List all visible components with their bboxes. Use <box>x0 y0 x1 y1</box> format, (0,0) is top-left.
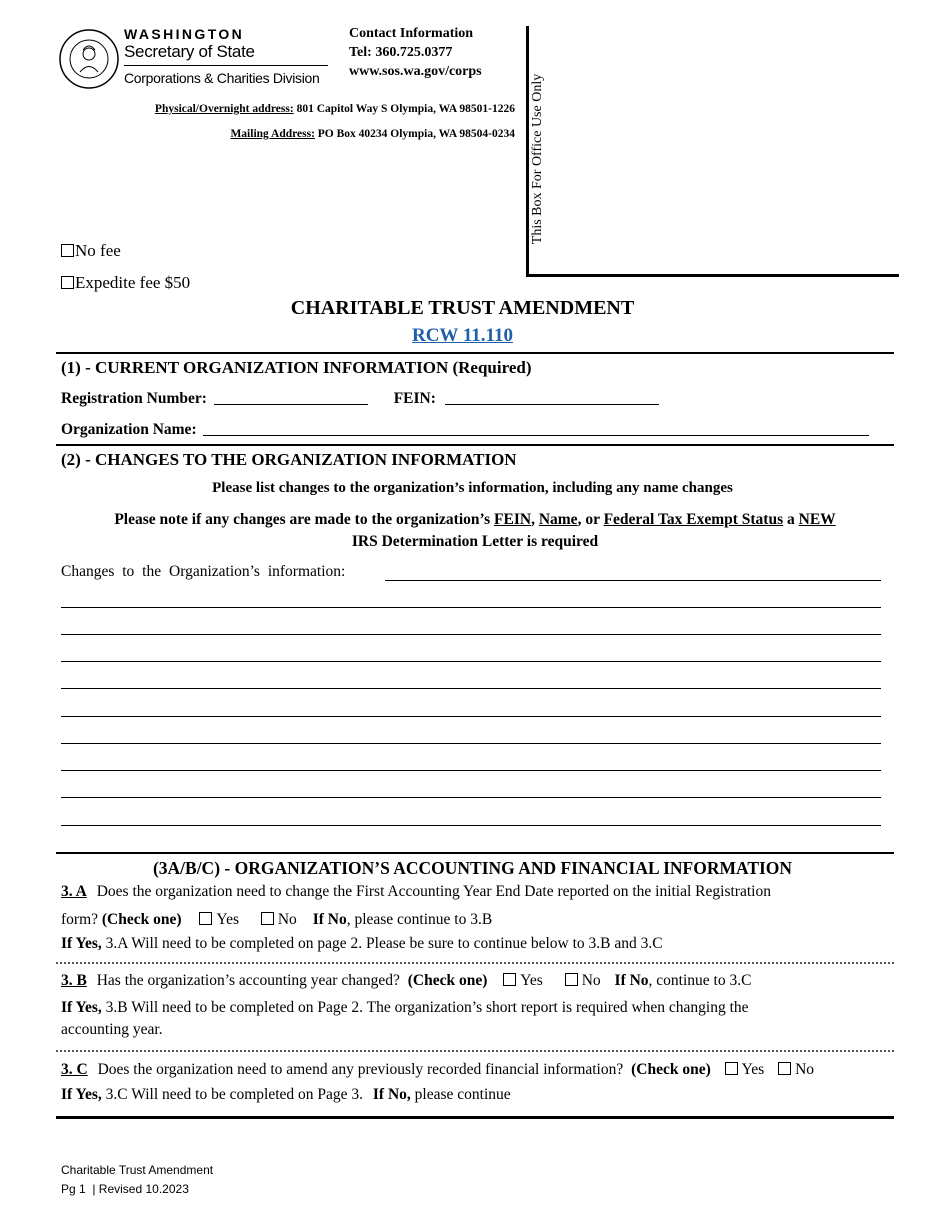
brand-office: Secretary of State <box>124 42 255 61</box>
mailing-address-label: Mailing Address: <box>230 128 315 140</box>
changes-line[interactable] <box>61 797 881 798</box>
footer-form-name: Charitable Trust Amendment <box>61 1163 214 1177</box>
no-label: No <box>795 1061 815 1078</box>
contact-title: Contact Information <box>349 26 474 41</box>
if-yes-label: If Yes, <box>61 935 102 952</box>
expedite-fee-checkbox[interactable] <box>61 276 74 289</box>
note-fein: FEIN <box>494 511 532 528</box>
section2-instruction: Please list changes to the organization’s information, including any name changes <box>212 480 733 496</box>
section3-heading: (3A/B/C) - ORGANIZATION’S ACCOUNTING AND FINANCIAL INFORMATION <box>152 858 793 878</box>
org-name-label: Organization Name: <box>61 421 197 438</box>
registration-row <box>61 390 659 408</box>
changes-line[interactable] <box>61 770 881 771</box>
contact-web: www.sos.wa.gov/corps <box>349 64 482 79</box>
section3-divider <box>56 1050 894 1052</box>
question-3c-label: 3. C <box>61 1061 88 1078</box>
yes-label: Yes <box>520 972 543 989</box>
brand-division: Corporations & Charities Division <box>124 70 320 86</box>
org-name-row <box>61 421 869 439</box>
question-3b-no-option[interactable] <box>565 972 601 989</box>
contact-tel: Tel: 360.725.0377 <box>349 45 453 60</box>
no-fee-option[interactable] <box>61 241 121 261</box>
changes-line[interactable] <box>61 634 881 635</box>
changes-line[interactable] <box>61 825 881 826</box>
check-one-label: (Check one) <box>407 972 488 989</box>
question-3a-if-yes-text: 3.A Will need to be completed on page 2. Please be sure to continue below to 3.B and 3.C <box>101 935 663 952</box>
seal-logo <box>58 28 120 90</box>
expedite-fee-option[interactable] <box>61 273 190 293</box>
question-3b-yes-checkbox[interactable] <box>503 973 516 986</box>
question-3a-label: 3. A <box>61 883 87 900</box>
question-3b-if-yes <box>61 997 749 1041</box>
question-3a-text-cont: form? <box>61 911 99 928</box>
no-fee-label: No fee <box>75 241 121 260</box>
fein-field[interactable] <box>445 390 659 405</box>
question-3c <box>61 1061 814 1079</box>
if-yes-label: If Yes, <box>61 999 102 1016</box>
office-use-box <box>526 26 899 277</box>
question-3a <box>61 883 771 901</box>
question-3b <box>61 972 751 990</box>
question-3b-if-yes-text: 3.B Will need to be completed on Page 2. The organization’s short report is required when changing the <box>101 999 749 1016</box>
if-no-label: If No <box>312 911 347 928</box>
if-no-label: If No, <box>372 1086 411 1103</box>
note-a: a <box>783 511 799 528</box>
form-title: CHARITABLE TRUST AMENDMENT <box>290 297 635 319</box>
section3-top-rule <box>56 852 894 854</box>
note-pre: Please note if any changes are made to the organization’s <box>114 511 495 528</box>
question-3b-if-yes-text-cont: accounting year. <box>61 1021 163 1038</box>
note-comma: , <box>531 511 539 528</box>
org-name-field[interactable] <box>203 421 869 436</box>
note-new: NEW <box>798 511 836 528</box>
question-3a-if-no-text: , please continue to 3.B <box>346 911 493 928</box>
fein-label: FEIN: <box>393 390 436 407</box>
if-yes-label: If Yes, <box>61 1086 102 1103</box>
no-fee-checkbox[interactable] <box>61 244 74 257</box>
question-3c-if-no-text: please continue <box>410 1086 511 1103</box>
yes-label: Yes <box>216 911 239 928</box>
section2-note <box>61 509 889 553</box>
mailing-address <box>230 128 515 140</box>
section2-heading: (2) - CHANGES TO THE ORGANIZATION INFORMATION <box>61 450 517 469</box>
section2-top-rule <box>56 444 894 446</box>
yes-label: Yes <box>741 1061 765 1078</box>
changes-line[interactable] <box>61 688 881 689</box>
question-3a-yes-option[interactable] <box>199 911 239 928</box>
question-3c-no-option[interactable] <box>778 1061 814 1078</box>
question-3b-if-no-text: , continue to 3.C <box>648 972 752 989</box>
question-3b-text: Has the organization’s accounting year changed? <box>96 972 400 989</box>
question-3c-if-yes <box>61 1086 511 1104</box>
no-label: No <box>277 911 297 928</box>
physical-address-value: 801 Capitol Way S Olympia, WA 98501-1226 <box>293 103 515 115</box>
check-one-label: (Check one) <box>631 1061 711 1078</box>
question-3a-yes-checkbox[interactable] <box>199 912 212 925</box>
question-3b-label: 3. B <box>61 972 87 989</box>
question-3a-text: Does the organization need to change the First Accounting Year End Date reported on the initial Registration <box>96 883 771 900</box>
brand-state: WASHINGTON <box>124 26 245 42</box>
if-no-label: If No <box>614 972 649 989</box>
physical-address-label: Physical/Overnight address: <box>154 103 294 115</box>
changes-line[interactable] <box>61 607 881 608</box>
changes-line[interactable] <box>385 580 881 581</box>
changes-label: Changes to the Organization’s information: <box>61 563 346 580</box>
registration-number-label: Registration Number: <box>61 390 207 407</box>
question-3c-no-checkbox[interactable] <box>778 1062 791 1075</box>
note-status: Federal Tax Exempt Status <box>603 511 784 528</box>
changes-line[interactable] <box>61 661 881 662</box>
question-3a-answers <box>61 911 492 929</box>
note-or: , or <box>577 511 604 528</box>
changes-line[interactable] <box>61 743 881 744</box>
registration-number-field[interactable] <box>214 390 368 405</box>
mailing-address-value: PO Box 40234 Olympia, WA 98504-0234 <box>314 128 515 140</box>
question-3c-text: Does the organization need to amend any previously recorded financial information? <box>97 1061 624 1078</box>
question-3a-no-option[interactable] <box>261 911 297 928</box>
check-one-label: (Check one) <box>101 911 182 928</box>
expedite-fee-label: Expedite fee $50 <box>75 273 191 292</box>
rcw-link[interactable]: RCW 11.110 <box>411 325 513 346</box>
question-3c-yes-checkbox[interactable] <box>725 1062 738 1075</box>
no-label: No <box>581 972 601 989</box>
note-line2: IRS Determination Letter is required <box>351 533 599 550</box>
brand-divider <box>124 65 328 66</box>
question-3b-yes-option[interactable] <box>503 972 543 989</box>
section1-top-rule <box>56 352 894 354</box>
footer-page-info: Pg 1 | Revised 10.2023 <box>61 1182 189 1196</box>
physical-address <box>155 103 515 115</box>
question-3b-no-checkbox[interactable] <box>565 973 578 986</box>
section3-bottom-rule <box>56 1116 894 1119</box>
office-use-label: This Box For Office Use Only <box>530 73 545 245</box>
question-3c-yes-option[interactable] <box>725 1061 765 1078</box>
section1-heading: (1) - CURRENT ORGANIZATION INFORMATION (Required) <box>61 358 532 377</box>
question-3a-no-checkbox[interactable] <box>261 912 274 925</box>
section3-divider <box>56 962 894 964</box>
contact-block <box>349 24 482 81</box>
question-3a-if-yes <box>61 935 663 953</box>
note-name: Name <box>538 511 578 528</box>
question-3c-if-yes-text: 3.C Will need to be completed on Page 3. <box>101 1086 364 1103</box>
changes-line[interactable] <box>61 716 881 717</box>
